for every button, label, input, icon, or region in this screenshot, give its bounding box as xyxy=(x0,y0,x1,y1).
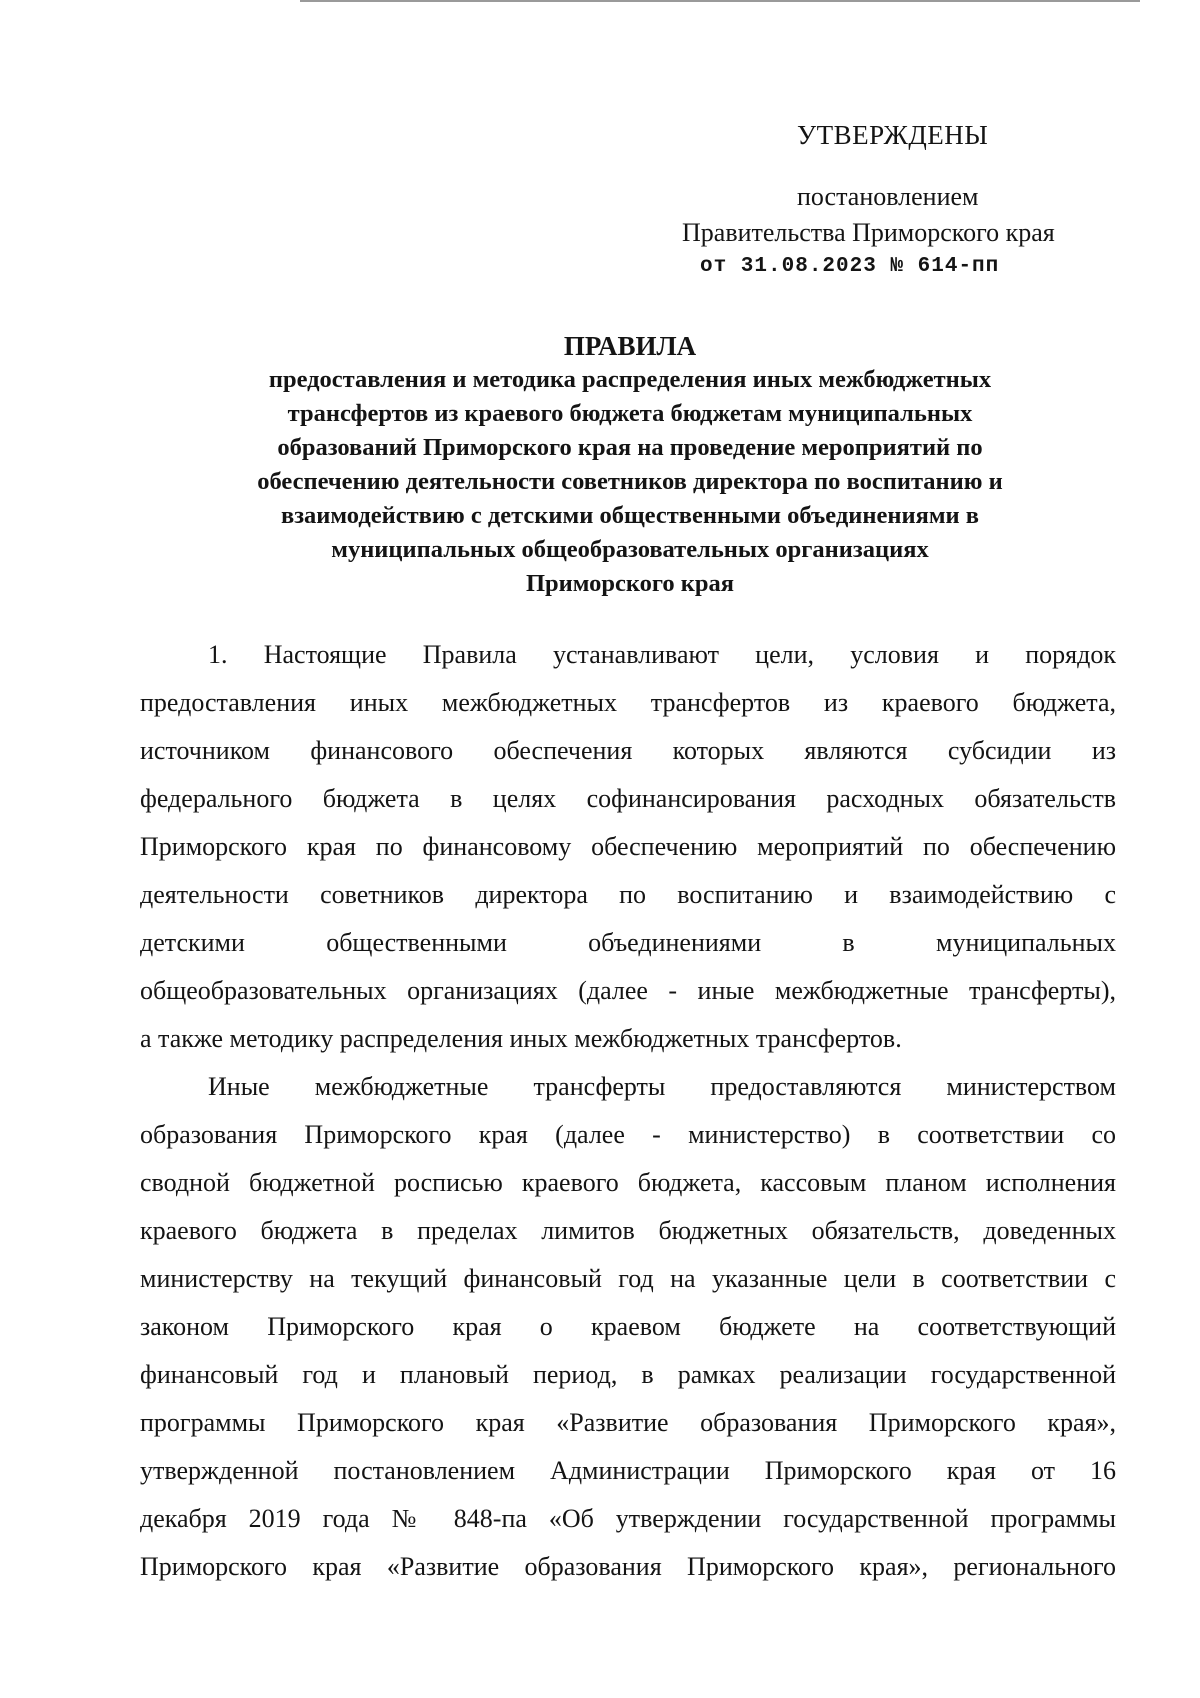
paragraph-line: Приморского края по финансовому обеспечению мероприятий по обеспечению xyxy=(140,832,1116,861)
paragraph-line: финансовый год и плановый период, в рамках реализации государственной xyxy=(140,1360,1116,1389)
paragraph-line: федерального бюджета в целях софинансирования расходных обязательств xyxy=(140,784,1116,813)
paragraph-line: декабря 2019 года № 848-па «Об утверждении государственной программы xyxy=(140,1504,1116,1533)
title-line: муниципальных общеобразовательных организациях xyxy=(331,536,929,563)
title-line: обеспечению деятельности советников директора по воспитанию и xyxy=(257,468,1003,495)
paragraph-line: краевого бюджета в пределах лимитов бюджетных обязательств, доведенных xyxy=(140,1216,1116,1245)
paragraph-line: сводной бюджетной росписью краевого бюджета, кассовым планом исполнения xyxy=(140,1168,1116,1197)
decree-number: от 31.08.2023 № 614-пп xyxy=(700,255,1000,278)
scan-edge-line xyxy=(300,0,1140,2)
government-label: Правительства Приморского края xyxy=(682,218,1055,247)
paragraph-line: 1. Настоящие Правила устанавливают цели, условия и порядок xyxy=(208,640,1116,669)
title-line: Приморского края xyxy=(525,570,735,597)
paragraph-line: предоставления иных межбюджетных трансфертов из краевого бюджета, xyxy=(140,688,1116,717)
paragraph-line: законом Приморского края о краевом бюджете на соответствующий xyxy=(140,1312,1116,1341)
body-text xyxy=(140,631,1116,1591)
paragraph-line: а также методику распределения иных межбюджетных трансфертов. xyxy=(140,1024,902,1053)
document-title xyxy=(150,329,1110,601)
title-heading: ПРАВИЛА xyxy=(563,331,697,361)
paragraph-line: образования Приморского края (далее - министерство) в соответствии со xyxy=(140,1120,1116,1149)
paragraph-line: Приморского края «Развитие образования Приморского края», регионального xyxy=(140,1552,1116,1581)
paragraph-line: детскими общественными объединениями в муниципальных xyxy=(140,928,1116,957)
paragraph-line: источником финансового обеспечения которых являются субсидии из xyxy=(140,736,1116,765)
title-line: предоставления и методика распределения иных межбюджетных xyxy=(268,366,992,393)
approval-stamp-block xyxy=(640,118,1120,284)
paragraph-line: министерству на текущий финансовый год на указанные цели в соответствии с xyxy=(140,1264,1116,1293)
paragraph-line: программы Приморского края «Развитие образования Приморского края», xyxy=(140,1408,1116,1437)
decree-label: постановлением xyxy=(797,182,979,211)
paragraph-line: Иные межбюджетные трансферты предоставляются министерством xyxy=(208,1072,1116,1101)
paragraph-line: общеобразовательных организациях (далее - иные межбюджетные трансферты), xyxy=(140,976,1116,1005)
approved-label: УТВЕРЖДЕНЫ xyxy=(797,120,989,150)
paragraph-line: утвержденной постановлением Администрации Приморского края от 16 xyxy=(140,1456,1116,1485)
title-line: образований Приморского края на проведение мероприятий по xyxy=(277,434,983,461)
title-line: трансфертов из краевого бюджета бюджетам муниципальных xyxy=(287,400,973,427)
title-line: взаимодействию с детскими общественными объединениями в xyxy=(280,502,979,529)
paragraph-line: деятельности советников директора по воспитанию и взаимодействию с xyxy=(140,880,1116,909)
